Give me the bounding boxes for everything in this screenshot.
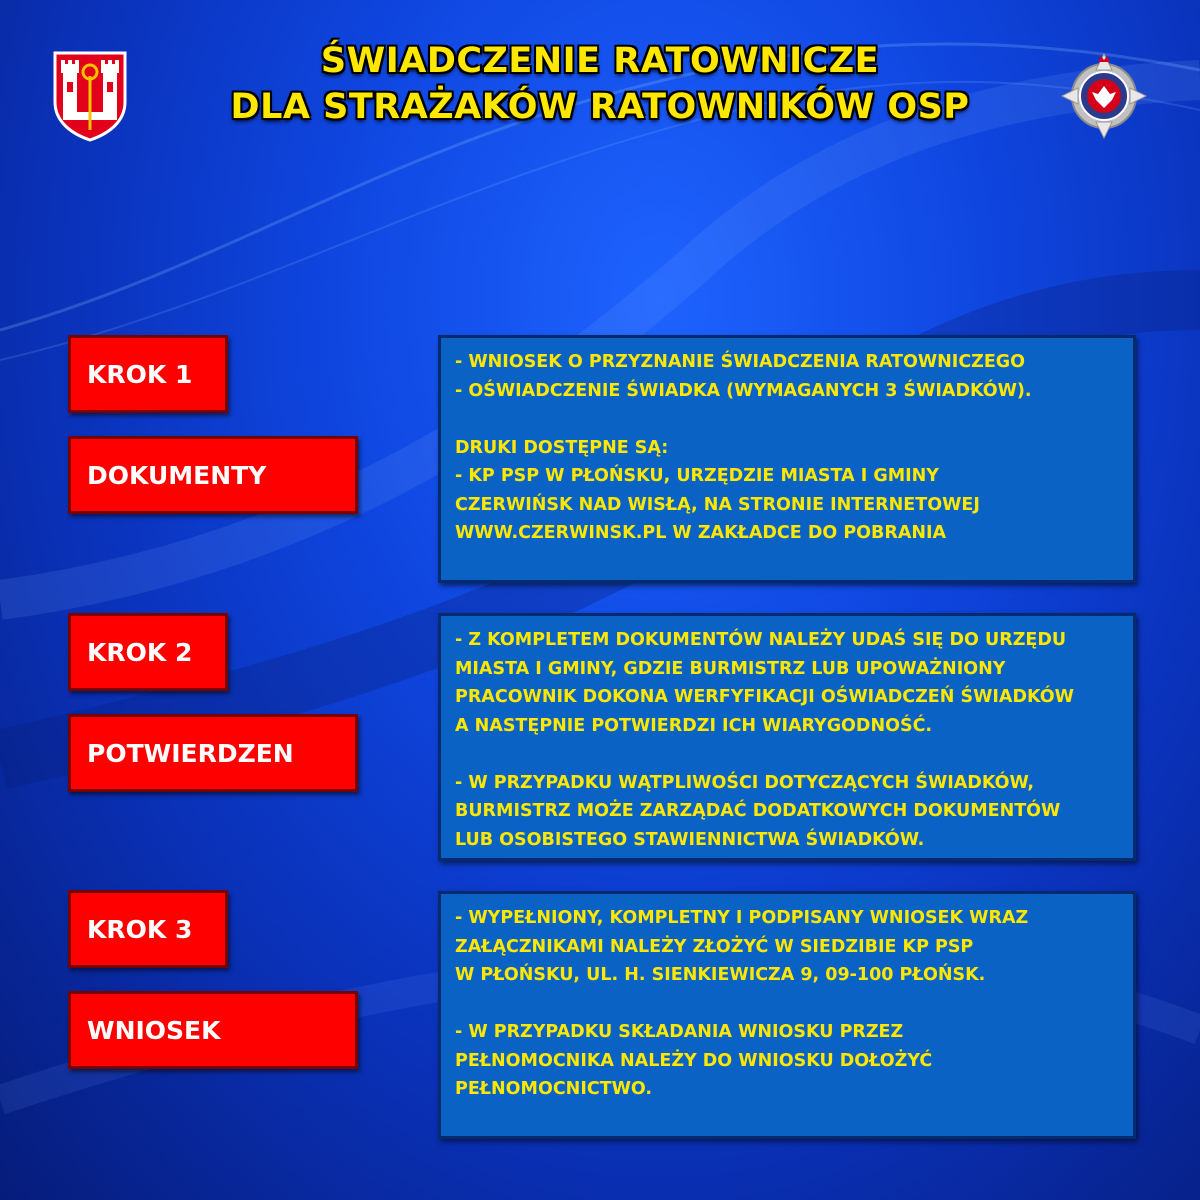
- info-line: - WYPEŁNIONY, KOMPLETNY I PODPISANY WNIOSEK WRAZ: [455, 908, 1029, 928]
- info-line: WWW.CZERWINSK.PL W ZAKŁADCE DO POBRANIA: [455, 523, 947, 543]
- step-3-title: WNIOSEK: [87, 1015, 221, 1045]
- step-1-label: KROK 1: [87, 359, 193, 389]
- step-2-label: KROK 2: [87, 637, 193, 667]
- step-3-label: KROK 3: [87, 914, 193, 944]
- info-line: PRACOWNIK DOKONA WERFYFIKACJI OŚWIADCZEŃ ŚWIADKÓW: [455, 687, 1074, 707]
- info-line: W PŁOŃSKU, UL. H. SIENKIEWICZA 9, 09-100 PŁOŃSK.: [455, 965, 986, 985]
- info-line: - W PRZYPADKU SKŁADANIA WNIOSKU PRZEZ: [455, 1022, 904, 1042]
- title-line-1: ŚWIADCZENIE RATOWNICZE: [320, 41, 880, 81]
- info-line: - WNIOSEK O PRZYZNANIE ŚWIADCZENIA RATOWNICZEGO: [455, 352, 1026, 372]
- info-line: MIASTA I GMINY, GDZIE BURMISTRZ LUB UPOWAŻNIONY: [455, 658, 1006, 679]
- step-3-title-box: [68, 991, 358, 1069]
- step-3-info-box: [438, 891, 1136, 1139]
- info-line: - Z KOMPLETEM DOKUMENTÓW NALEŻY UDAŚ SIĘ DO URZĘDU: [455, 630, 1067, 650]
- step-1-title-box: [68, 436, 358, 514]
- info-line: CZERWIŃSK NAD WISŁĄ, NA STRONIE INTERNETOWEJ: [455, 494, 980, 515]
- info-line: BURMISTRZ MOŻE ZARZĄDAĆ DODATKOWYCH DOKUMENTÓW: [455, 801, 1061, 821]
- step-1-info-box: [438, 335, 1136, 583]
- step-2-info-box: [438, 613, 1136, 861]
- step-1-title: DOKUMENTY: [87, 460, 267, 490]
- info-line: PEŁNOMOCNICTWO.: [455, 1079, 653, 1099]
- info-line: PEŁNOMOCNIKA NALEŻY DO WNIOSKU DOŁOŻYĆ: [455, 1050, 933, 1071]
- step-2-title: POTWIERDZEN: [87, 738, 294, 768]
- info-line: [455, 740, 1133, 769]
- step-2-title-box: [68, 714, 358, 792]
- info-line: - KP PSP W PŁOŃSKU, URZĘDZIE MIASTA I GMINY: [455, 466, 939, 486]
- info-line: [455, 990, 1133, 1019]
- title-line-2: DLA STRAŻAKÓW RATOWNIKÓW OSP: [230, 87, 970, 127]
- info-line: ZAŁĄCZNIKAMI NALEŻY ZŁOŻYĆ W SIEDZIBIE KP PSP: [455, 936, 974, 957]
- info-line: DRUKI DOSTĘPNE SĄ:: [455, 437, 669, 458]
- info-line: - W PRZYPADKU WĄTPLIWOŚCI DOTYCZĄCYCH ŚWIADKÓW,: [455, 772, 1035, 793]
- page-title: [0, 38, 1200, 130]
- step-3-box: [68, 890, 228, 968]
- info-line: - OŚWIADCZENIE ŚWIADKA (WYMAGANYCH 3 ŚWIADKÓW).: [455, 380, 1032, 401]
- info-line: LUB OSOBISTEGO STAWIENNICTWA ŚWIADKÓW.: [455, 829, 925, 850]
- step-2-box: [68, 613, 228, 691]
- info-line: [455, 405, 1133, 434]
- info-line: A NASTĘPNIE POTWIERDZI ICH WIARYGODNOŚĆ.: [455, 715, 933, 736]
- step-1-box: [68, 335, 228, 413]
